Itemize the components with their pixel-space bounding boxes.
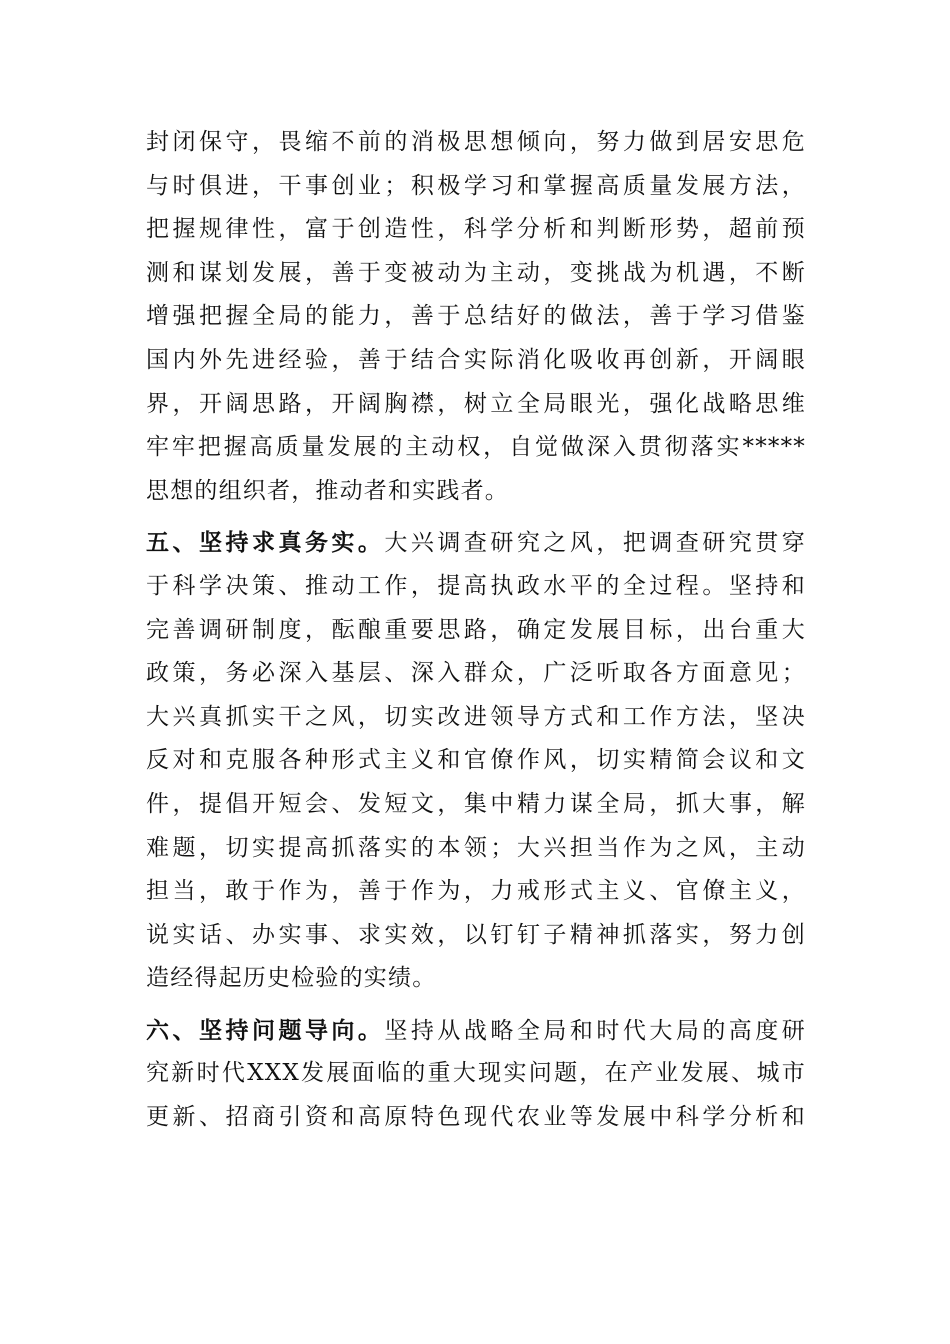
- text-line: [146, 1009, 806, 1053]
- paragraph-gap: [146, 513, 806, 521]
- paragraph-continuation: [146, 121, 806, 513]
- text-line: 更新、招商引资和高原特色现代农业等发展中科学分析和: [146, 1104, 806, 1131]
- text-line: 增强把握全局的能力，善于总结好的做法，善于学习借鉴: [146, 303, 806, 330]
- text-line: 件，提倡开短会、发短文，集中精力谋全局，抓大事，解: [146, 790, 806, 817]
- text-line: 测和谋划发展，善于变被动为主动，变挑战为机遇，不断: [146, 259, 806, 286]
- document-body: [146, 121, 806, 1140]
- text-line: 思想的组织者，推动者和实践者。: [146, 477, 509, 504]
- text-line: 反对和克服各种形式主义和官僚作风，切实精简会议和文: [146, 747, 806, 774]
- paragraph-section-5: [146, 521, 806, 1001]
- heading-line-text: 坚持从战略全局和时代大局的高度研: [384, 1017, 806, 1044]
- text-line: 封闭保守，畏缩不前的消极思想倾向，努力做到居安思危: [146, 129, 806, 155]
- text-line: 担当，敢于作为，善于作为，力戒形式主义、官僚主义，: [146, 878, 806, 905]
- text-line: 牢牢把握高质量发展的主动权，自觉做深入贯彻落实*****: [146, 434, 806, 461]
- text-line: 造经得起历史检验的实绩。: [146, 965, 437, 992]
- heading-line-text: 大兴调查研究之风，把调查研究贯穿: [384, 530, 806, 557]
- text-line: 说实话、办实事、求实效，以钉钉子精神抓落实，努力创: [146, 921, 806, 948]
- text-line: 政策，务必深入基层、深入群众，广泛听取各方面意见；: [146, 660, 806, 687]
- text-line: 于科学决策、推动工作，提高执政水平的全过程。坚持和: [146, 572, 806, 599]
- paragraph-section-6: [146, 1009, 806, 1140]
- text-line: 大兴真抓实干之风，切实改进领导方式和工作方法，坚决: [146, 703, 806, 730]
- text-line: 界，开阔思路，开阔胸襟，树立全局眼光，强化战略思维: [146, 390, 806, 417]
- text-line: 把握规律性，富于创造性，科学分析和判断形势，超前预: [146, 216, 806, 243]
- section-heading: 五、坚持求真务实。: [146, 529, 385, 557]
- text-line: 究新时代XXX发展面临的重大现实问题，在产业发展、城市: [146, 1060, 806, 1087]
- paragraph-gap: [146, 1001, 806, 1009]
- text-line: 与时俱进，干事创业；积极学习和掌握高质量发展方法，: [146, 172, 806, 199]
- text-line: 国内外先进经验，善于结合实际消化吸收再创新，开阔眼: [146, 346, 806, 373]
- text-line: [146, 521, 806, 565]
- text-line: 完善调研制度，酝酿重要思路，确定发展目标，出台重大: [146, 616, 806, 643]
- section-heading: 六、坚持问题导向。: [146, 1016, 385, 1044]
- text-line: 难题，切实提高抓落实的本领；大兴担当作为之风，主动: [146, 834, 806, 861]
